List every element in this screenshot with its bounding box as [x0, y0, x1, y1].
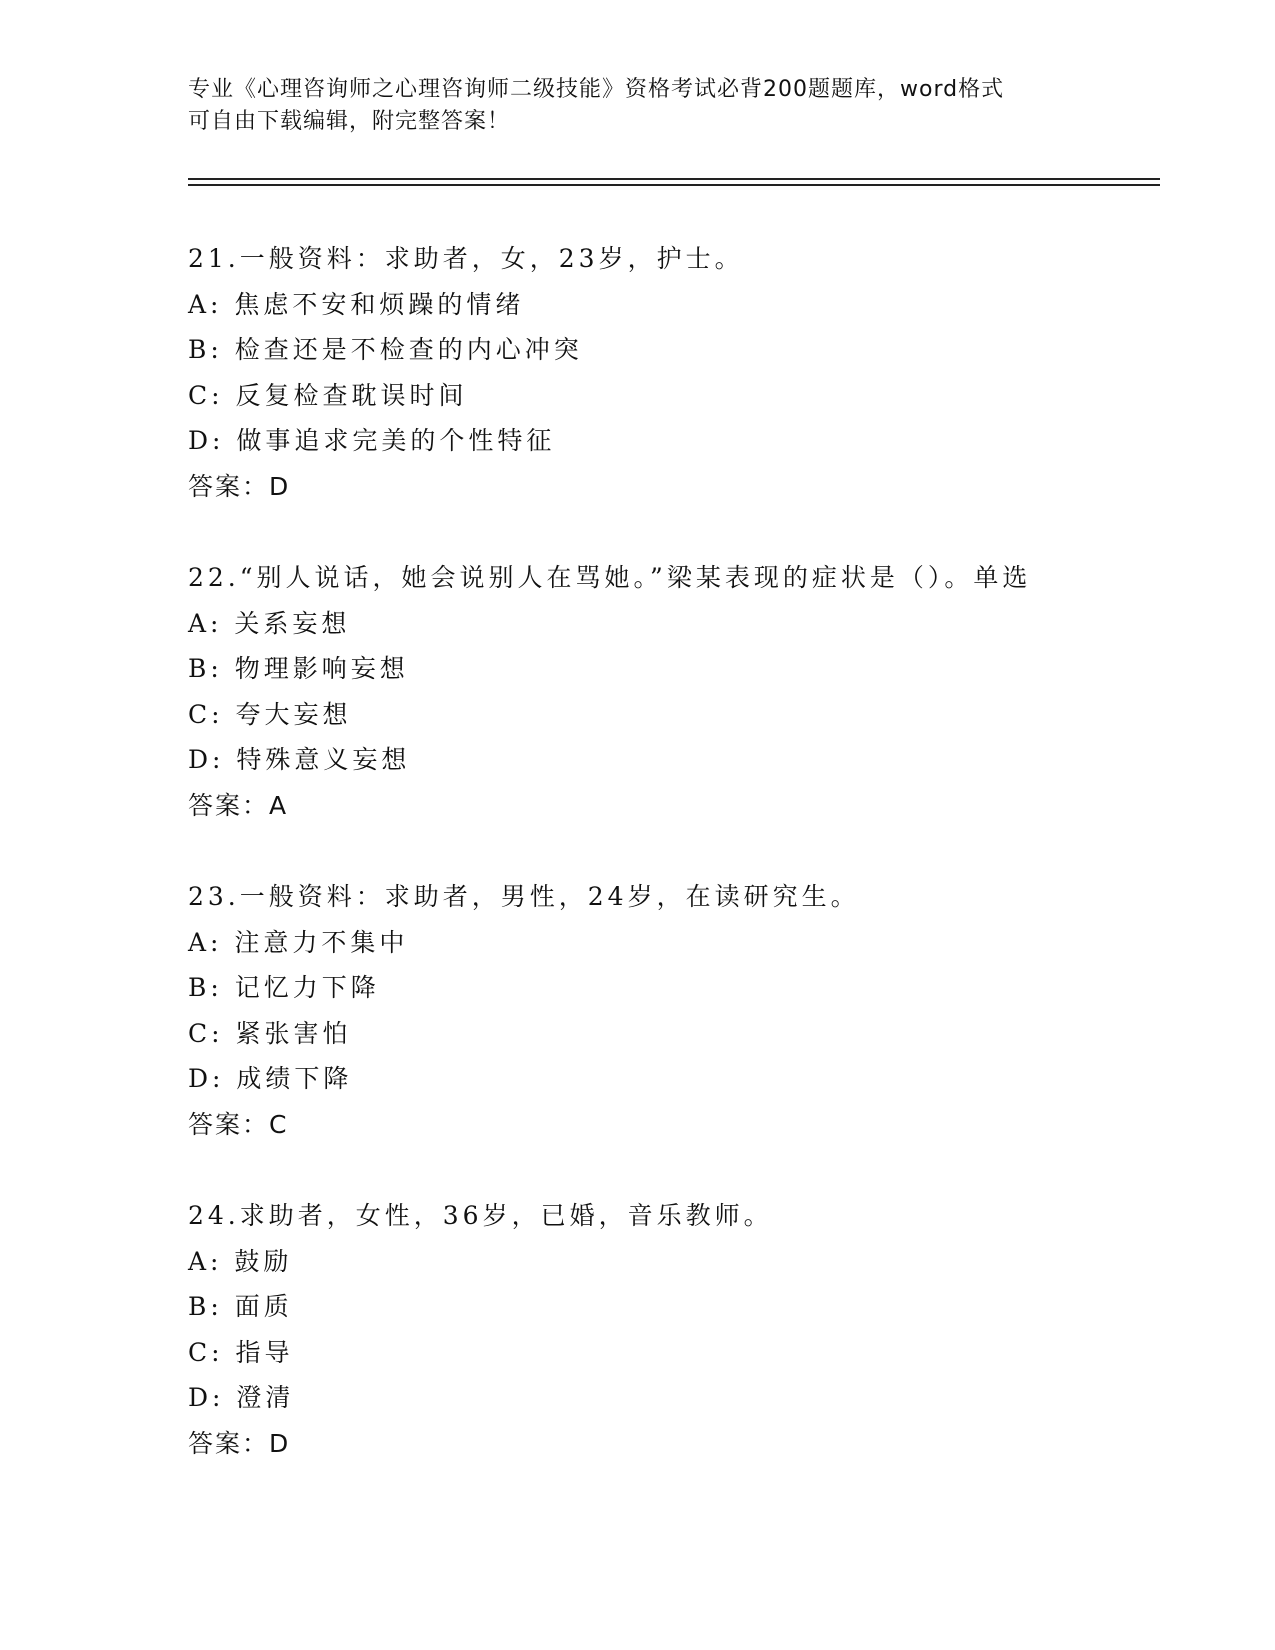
- option-c: C: 反复检查耽误时间: [188, 380, 468, 410]
- question-stem: 24.求助者，女性，36岁，已婚，音乐教师。: [188, 1201, 773, 1230]
- answer: 答案：D: [188, 1428, 291, 1458]
- option-a: A: 注意力不集中: [188, 927, 409, 957]
- question-stem: 21.一般资料：求助者，女，23岁，护士。: [188, 244, 744, 273]
- option-a: A: 焦虑不安和烦躁的情绪: [188, 289, 525, 319]
- option-c: C: 紧张害怕: [188, 1018, 352, 1048]
- option-c: C: 夸大妄想: [188, 699, 352, 729]
- header-rule-top: [188, 178, 1160, 180]
- option-d: D: 做事追求完美的个性特征: [188, 426, 556, 455]
- question-21: [188, 236, 1148, 509]
- header-rule-bottom: [188, 184, 1160, 186]
- document-header: [188, 74, 1088, 138]
- option-b: B: 面质: [188, 1292, 293, 1321]
- question-list: [188, 236, 1148, 1512]
- option-c: C: 指导: [188, 1337, 294, 1367]
- question-23: [188, 874, 1148, 1147]
- header-line-2: 可自由下载编辑，附完整答案！: [188, 109, 511, 134]
- option-b: B: 记忆力下降: [188, 973, 380, 1002]
- option-b: B: 检查还是不检查的内心冲突: [188, 335, 583, 364]
- question-22: [188, 555, 1148, 828]
- option-b: B: 物理影响妄想: [188, 654, 409, 683]
- option-a: A: 关系妄想: [188, 608, 351, 638]
- option-d: D: 澄清: [188, 1383, 295, 1412]
- option-d: D: 特殊意义妄想: [188, 745, 411, 774]
- question-stem: 23.一般资料：求助者，男性，24岁，在读研究生。: [188, 882, 860, 911]
- header-line-1: 专业《心理咨询师之心理咨询师二级技能》资格考试必背200题题库，word格式: [188, 77, 1005, 102]
- answer: 答案：C: [188, 1109, 289, 1139]
- option-d: D: 成绩下降: [188, 1064, 353, 1093]
- question-24: [188, 1193, 1148, 1466]
- answer: 答案：D: [188, 471, 291, 501]
- answer: 答案：A: [188, 790, 289, 820]
- option-a: A: 鼓励: [188, 1246, 293, 1276]
- question-stem: 22.“别人说话，她会说别人在骂她。”梁某表现的症状是（）。单选: [188, 563, 1032, 592]
